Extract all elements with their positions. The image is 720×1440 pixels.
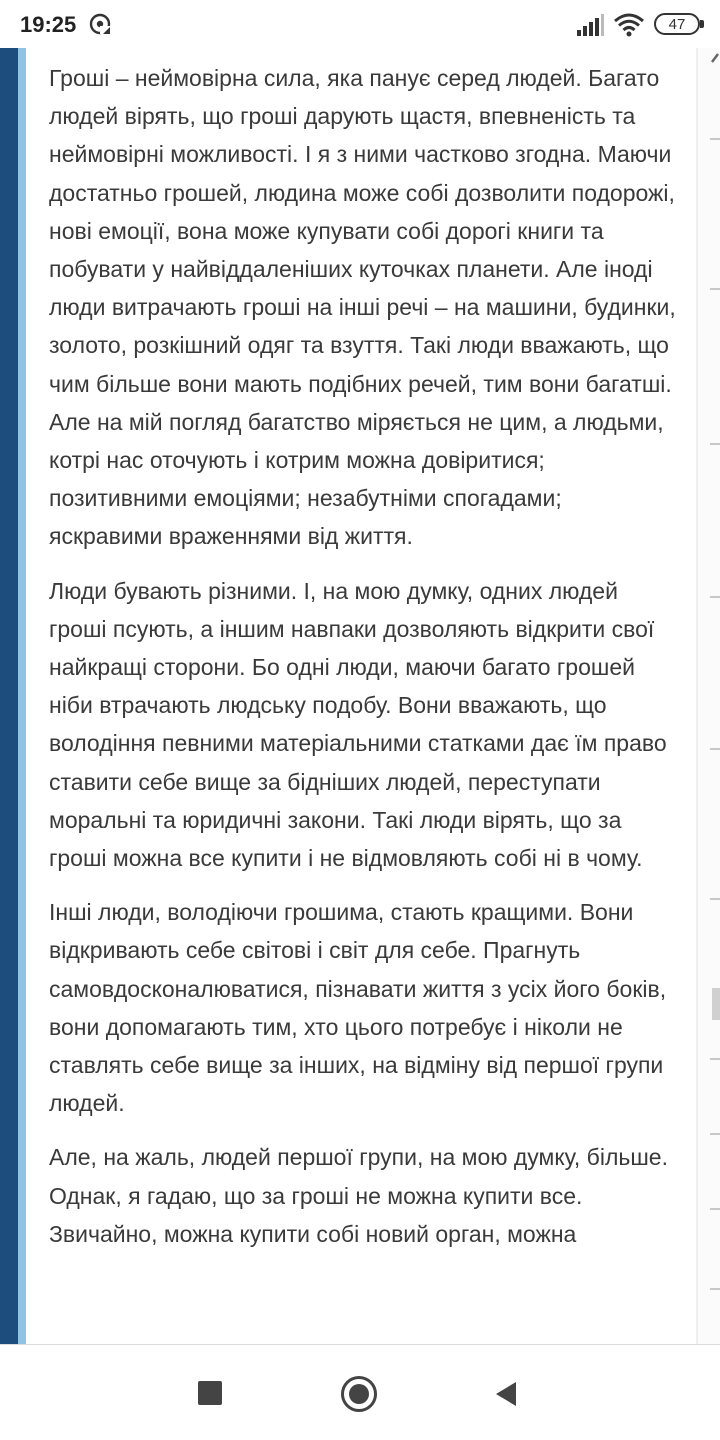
gutter-line — [710, 898, 720, 900]
gutter-line — [710, 1058, 720, 1060]
gutter-line — [710, 138, 720, 140]
gutter-line — [710, 1208, 720, 1210]
wifi-icon — [614, 13, 644, 37]
battery-indicator — [654, 13, 704, 35]
gutter-line — [710, 443, 720, 445]
paragraph-4: Але, на жаль, людей першої групи, на мою думку, більше. Однак, я гадаю, що за гроші не можна купити все. Звичайно, можна купити собі новий орган, можна — [49, 1144, 668, 1247]
navigation-bar — [0, 1344, 720, 1440]
right-gutter-marker — [712, 988, 720, 1020]
left-accent-bar — [0, 48, 18, 1344]
gutter-line — [710, 748, 720, 750]
back-icon[interactable] — [494, 1381, 518, 1407]
status-time: 19:25 — [20, 12, 77, 37]
paragraph-2: Люди бувають різними. І, на мою думку, одних людей гроші псують, а іншим навпаки дозволяють відкрити свої найкращі сторони. Бо одні люди, маючи багато грошей ніби втрачають людську подобу. Вони вважають, що володіння певними матеріальними статками дає їм право ставити себе вище за бідніших людей, переступати моральні та юридичні закони. Такі люди вірять, що за гроші можна все купити і не відмовляють собі ні в чому. — [49, 577, 667, 872]
gutter-line — [710, 1288, 720, 1290]
status-bar — [0, 0, 720, 48]
content-area[interactable] — [0, 48, 720, 1344]
right-gutter — [698, 48, 720, 1344]
home-icon[interactable] — [341, 1376, 377, 1412]
gutter-line — [710, 288, 720, 290]
gutter-line — [710, 1133, 720, 1135]
left-accent-stripe — [18, 48, 26, 1344]
paragraph-3: Інші люди, володіючи грошима, стають кращими. Вони відкривають себе світові і світ для себе. Прагнуть самовдосконалюватися, пізнавати життя з усіх його боків, вони допомагають тим, хто цього потребує і ніколи не ставлять себе вище за інших, на відміну від першої групи людей. — [49, 899, 667, 1117]
chevron-up-icon — [710, 48, 720, 68]
cell-signal-icon — [576, 14, 604, 36]
recent-apps-icon[interactable] — [198, 1381, 222, 1405]
paragraph-1: Гроші – неймовірна сила, яка панує серед людей. Багато людей вірять, що гроші дарують щастя, впевненість та неймовірні можливості. І я з ними частково згодна. Маючи достатньо грошей, людина може собі дозволити подорожі, нові емоції, вона може купувати собі дорогі книги та побувати у найвіддаленіших куточках планети. Але іноді люди витрачають гроші на інші речі – на машини, будинки, золото, розкішний одяг та взуття. Такі люди вважають, що чим більше вони мають подібних речей, тим вони багатші. Але на мій погляд багатство міряється не цим, а людьми, котрі нас оточують і котрим можна довіритися; позитивними емоціями; незабутніми спогадами; яскравими враженнями від життя. — [49, 65, 676, 550]
article-text — [49, 59, 681, 1269]
hotspot-icon — [88, 12, 112, 36]
battery-level: 47 — [668, 15, 686, 33]
gutter-line — [710, 596, 720, 598]
